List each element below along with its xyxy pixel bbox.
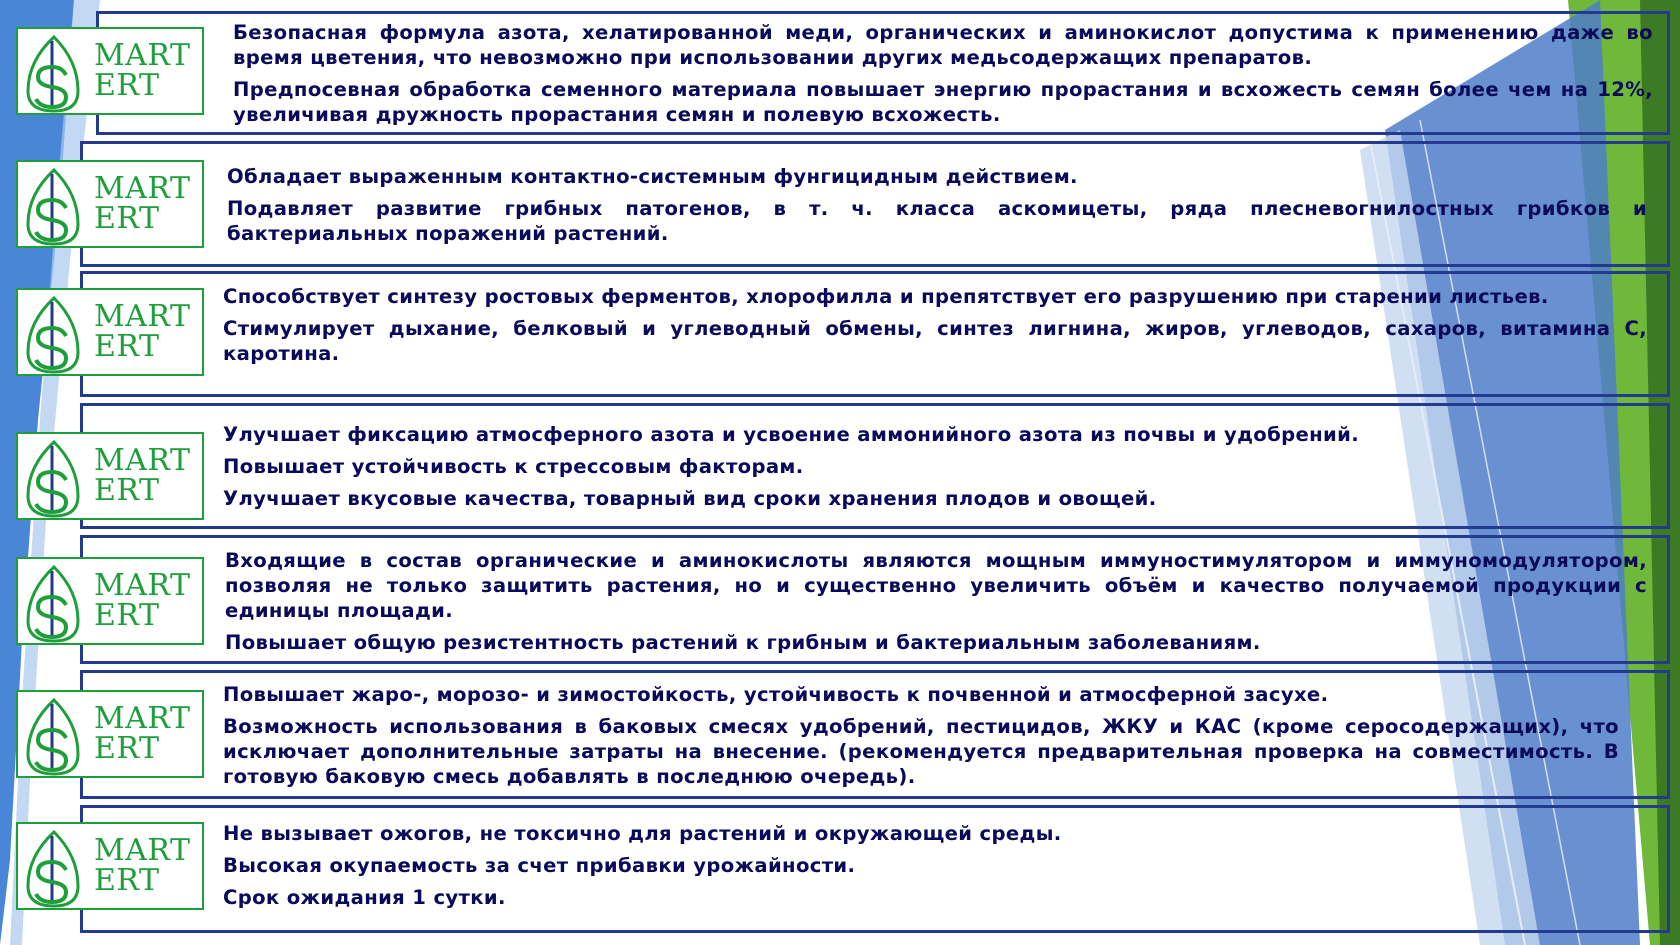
feature-paragraph: Обладает выраженным контактно-системным фунгицидным действием. (227, 165, 1078, 188)
feature-paragraph: Стимулирует дыхание, белковый и углеводный обмены, синтез лигнина, жиров, углеводов, сахаров, витамина С, каротина. (223, 317, 1647, 365)
feature-paragraph: Входящие в состав органические и аминокислоты являются мощным иммуностимулятором и иммуномодулятором, позволяя не только защитить растения, но и существенно увеличить объём и качество получаемой продукции с единицы площади. (225, 549, 1647, 622)
logo-text-ert: ERT (94, 329, 160, 364)
logo-text-ert: ERT (94, 473, 160, 508)
feature-paragraph: Улучшает фиксацию атмосферного азота и усвоение аммонийного азота из почвы и удобрений. (223, 423, 1359, 446)
feature-block-5-text (225, 548, 1647, 655)
logo-text-mart: MART (94, 443, 191, 478)
feature-paragraph: Высокая окупаемость за счет прибавки урожайности. (223, 854, 856, 877)
logo-text-mart: MART (94, 299, 191, 334)
feature-paragraph: Срок ожидания 1 сутки. (223, 886, 506, 909)
feature-paragraph: Улучшает вкусовые качества, товарный вид сроки хранения плодов и овощей. (223, 487, 1157, 510)
logo-text-ert: ERT (94, 863, 160, 898)
logo-text-mart: MART (94, 568, 191, 603)
smart-sert-logo (16, 822, 204, 910)
logo-text-ert: ERT (94, 68, 160, 103)
feature-block-1-text (233, 20, 1653, 127)
feature-paragraph: Не вызывает ожогов, не токсично для растений и окружающей среды. (223, 822, 1062, 845)
feature-block-7-text (223, 821, 1647, 910)
feature-paragraph: Безопасная формула азота, хелатированной меди, органических и аминокислот допустима к применению даже во время цветения, что невозможно при использовании других медьсодержащих препаратов. (233, 21, 1653, 69)
smart-sert-logo (16, 27, 204, 115)
feature-paragraph: Повышает общую резистентность растений к грибным и бактериальным заболеваниям. (225, 631, 1261, 654)
smart-sert-logo (16, 160, 204, 248)
smart-sert-logo (16, 432, 204, 520)
logo-text-mart: MART (94, 701, 191, 736)
logo-text-mart: MART (94, 38, 191, 73)
smart-sert-logo (16, 557, 204, 645)
feature-block-4-text (223, 422, 1647, 511)
feature-paragraph: Возможность использования в баковых смесях удобрений, пестицидов, ЖКУ и КАС (кроме серосодержащих), что исключает дополнительные затраты на внесение. (рекомендуется предварительная проверка на совместимость. В готовую баковую смесь добавлять в последнюю очередь). (223, 715, 1619, 788)
logo-text-mart: MART (94, 833, 191, 868)
feature-block-6-text (223, 682, 1619, 789)
smart-sert-logo (16, 690, 204, 778)
feature-paragraph: Способствует синтезу ростовых ферментов, хлорофилла и препятствует его разрушению при старении листьев. (223, 285, 1549, 308)
feature-paragraph: Повышает жаро-, морозо- и зимостойкость, устойчивость к почвенной и атмосферной засухе. (223, 683, 1329, 706)
logo-text-ert: ERT (94, 598, 160, 633)
smart-sert-logo (16, 288, 204, 376)
feature-block-2-text (227, 164, 1647, 246)
feature-paragraph: Повышает устойчивость к стрессовым факторам. (223, 455, 804, 478)
logo-text-mart: MART (94, 171, 191, 206)
logo-text-ert: ERT (94, 731, 160, 766)
logo-text-ert: ERT (94, 201, 160, 236)
feature-paragraph: Предпосевная обработка семенного материала повышает энергию прорастания и всхожесть семян более чем на 12%, увеличивая дружность прорастания семян и полевую всхожесть. (233, 78, 1653, 126)
feature-block-3-text (223, 284, 1647, 366)
feature-paragraph: Подавляет развитие грибных патогенов, в т. ч. класса аскомицеты, ряда плесневогнилостных грибков и бактериальных поражений растений. (227, 197, 1647, 245)
